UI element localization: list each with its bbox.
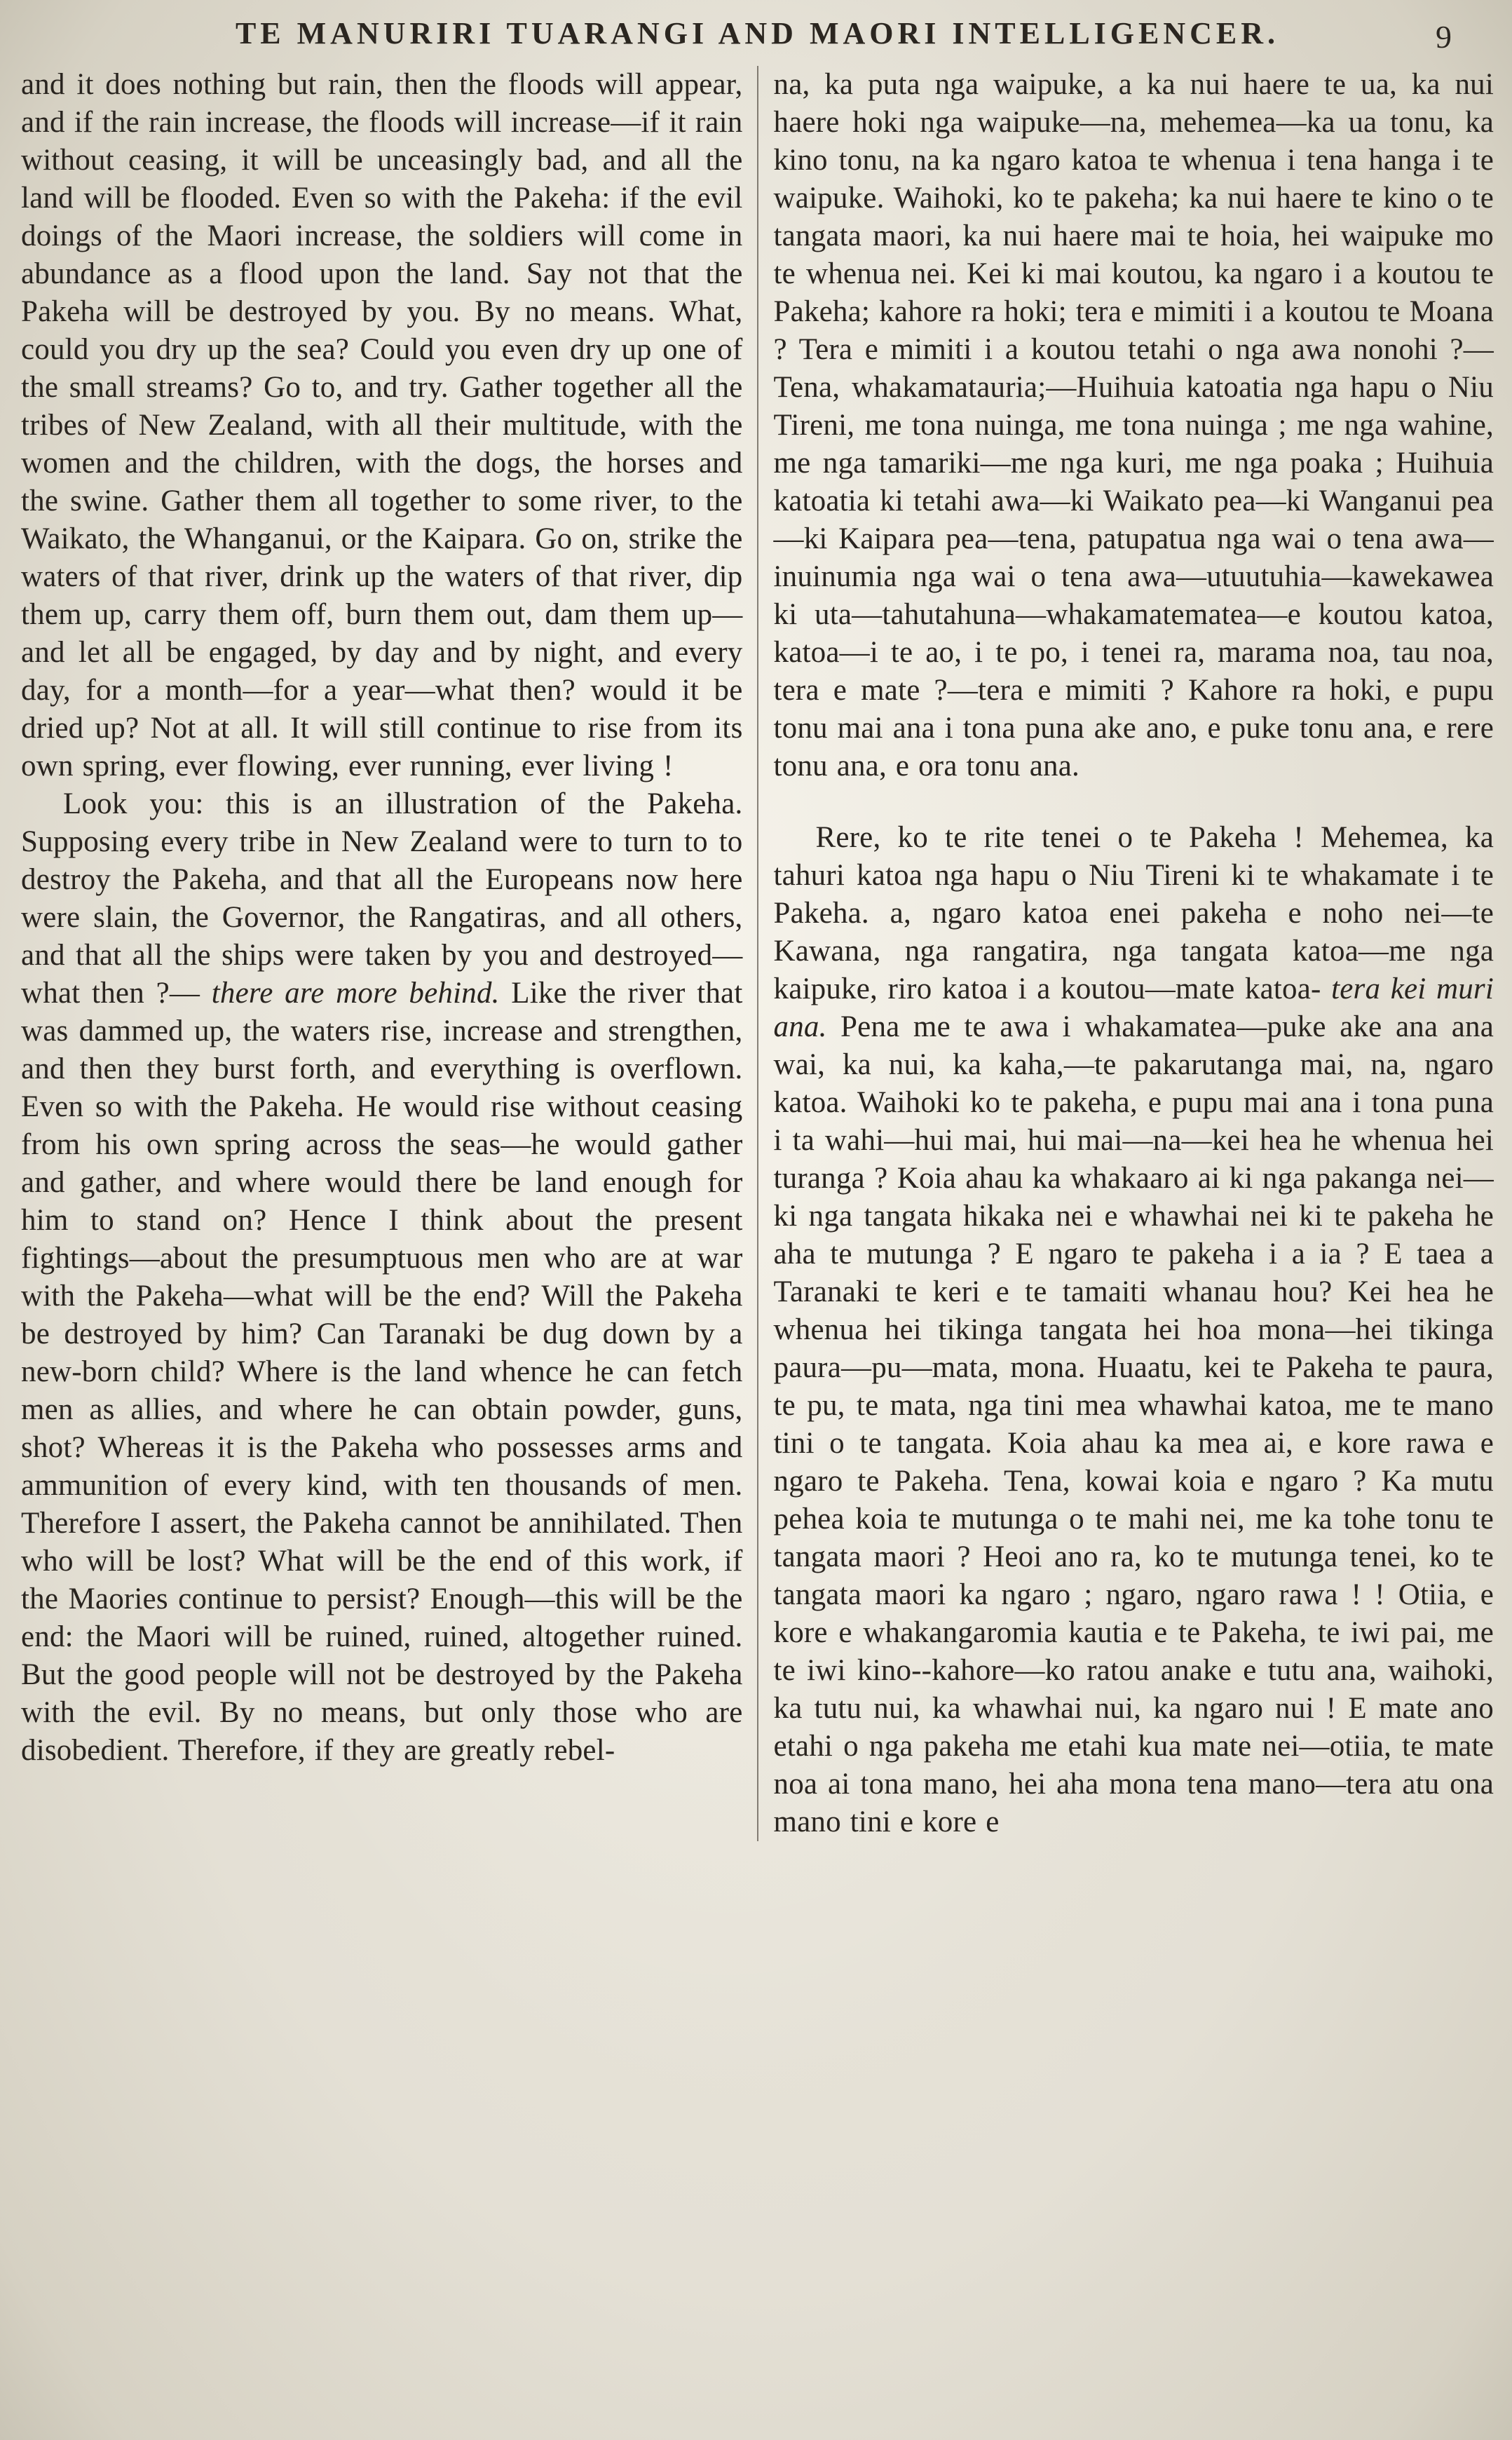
article-columns	[21, 66, 1494, 1841]
paragraph	[21, 66, 743, 785]
italic-text-run: there are more behind.	[211, 977, 500, 1010]
text-run: and it does nothing but rain, then the floods will appear, and if the rain increase, the floods will increase—if it rain without ceasing, it will be unceasingly bad, and all the land will be flooded. Even so with the Pakeha: if the evil doings of the Maori increase, the soldiers will come in abundance as a flood upon the land. Say not that the Pakeha will be destroyed by you. By no means. What, could you dry up the sea? Could you even dry up one of the small streams? Go to, and try. Gather together all the tribes of New Zealand, with all their multitude, with the women and the children, with the dogs, the horses and the swine. Gather them all together to some river, to the Waikato, the Whanganui, or the Kaipara. Go on, strike the waters of that river, drink up the waters of that river, dip them up, carry them off, burn them out, dam them up—and let all be engaged, by day and by night, and every day, for a month—for a year—what then? would it be dried up? Not at all. It will still continue to rise from its own spring, ever flowing, ever running, ever living !	[21, 68, 743, 782]
text-run: Pena me te awa i whakamatea—puke ake ana ana wai, ka nui, ka kaha,—te pakarutanga mai, na, ngaro katoa. Waihoki ko te pakeha, e pupu mai ana i tona puna i ta wahi—hui mai, hui mai—na—kei hea he whenua hei turanga ? Koia ahau ka whakaaro ai ki nga pakanga nei—ki nga tangata hikaka nei e whawhai nei ki te pakeha he aha te mutunga ? E ngaro te pakeha i a ia ? E taea a Taranaki te keri e te tamaiti whanau hou? Kei hea he whenua hei tikinga tangata hei hoa mona—hei tikinga paura—pu—mata, mona. Huaatu, kei te Pakeha te paura, te pu, te mata, nga tini mea whawhai katoa, me te mano tini o te tangata. Koia ahau ka mea ai, e kore rawa e ngaro te Pakeha. Tena, kowai koia e ngaro ? Ka mutu pehea koia te mutunga o te mahi nei, me ka tohe tonu te tangata maori ? Heoi ano ra, ko te mutunga tenei, ko te tangata maori ka ngaro ; ngaro, ngaro rawa ! ! Otiia, e kore e whakangaromia kautia e te Pakeha, te iwi pai, me te iwi kino--kahore—ko ratou anake e tutu ana, waihoki, ka tutu nui, ka whawhai nui, ka ngaro nui ! E mate ano etahi o nga pakeha me etahi kua mate nei—otiia, te mate noa ai tona mano, hei aha mona tena mano—tera atu ona mano tini e kore e	[773, 1010, 1494, 1838]
page-number: 9	[1436, 19, 1452, 55]
column-maori	[758, 66, 1494, 1841]
paragraph	[21, 785, 743, 1770]
italic-text-run: tera kei muri ana.	[773, 972, 1494, 1043]
masthead-title: TE MANURIRI TUARANGI AND MAORI INTELLIGENCER.	[235, 16, 1280, 50]
paragraph	[774, 819, 1494, 1841]
column-english	[21, 66, 757, 1841]
text-run: Like the river that was dammed up, the waters rise, increase and strengthen, and then they burst forth, and everything is overflown. Even so with the Pakeha. He would rise without ceasing from his own spring across the seas—he would gather and gather, and where would there be land enough for him to stand on? Hence I think about the present fightings—about the presumptuous men who are at war with the Pakeha—what will be the end? Will the Pakeha be destroyed by him? Can Taranaki be dug down by a new-born child? Where is the land whence he can fetch men as allies, and where he can obtain powder, guns, shot? Whereas it is the Pakeha who possesses arms and ammunition of every kind, with ten thousands of men. Therefore I assert, the Pakeha cannot be annihilated. Then who will be lost? What will be the end of this work, if the Maories continue to persist? Enough—this will be the end: the Maori will be ruined, ruined, altogether ruined. But the good people will not be destroyed by the Pakeha with the evil. By no means, but only those who are disobedient. Therefore, if they are greatly rebel-	[21, 977, 743, 1767]
text-run: Rere, ko te rite tenei o te Pakeha ! Mehemea, ka tahuri katoa nga hapu o Niu Tireni ki te whakamate i te Pakeha. a, ngaro katoa enei pakeha e noho nei—te Kawana, nga rangatira, nga tangata katoa—me nga kaipuke, riro katoa i a koutou—mate katoa-	[773, 821, 1494, 1005]
text-run: na, ka puta nga waipuke, a ka nui haere te ua, ka nui haere hoki nga waipuke—na, mehemea—ka ua tonu, ka kino tonu, na ka ngaro katoa te whenua i tena hanga i te waipuke. Waihoki, ko te pakeha; ka nui haere te kino o te tangata maori, ka nui haere mai te hoia, hei waipuke mo te whenua nei. Kei ki mai koutou, ka ngaro i a koutou te Pakeha; kahore ra hoki; tera e mimiti i a koutou te Moana ? Tera e mimiti i a koutou tetahi o nga awa nonohi ?—Tena, whakamatauria;—Huihuia katoatia nga hapu o Niu Tireni, me tona nuinga, me tona nuinga ; me nga wahine, me nga tamariki—me nga kuri, me nga poaka ; Huihuia katoatia ki tetahi awa—ki Waikato pea—ki Wanganui pea—ki Kaipara pea—tena, patupatua nga wai o tena awa—inuinumia nga wai o tena awa—utuutuhia—kawekawea ki uta—tahutahuna—whakamatematea—e koutou katoa, katoa—i te ao, i te po, i tenei ra, marama noa, tau noa, tera e mate ?—tera e mimiti ? Kahore ra hoki, e pupu tonu mai ana i tona puna ake ano, e puke tonu ana, e rere tonu ana, e ora tonu ana.	[773, 68, 1494, 782]
paragraph	[774, 66, 1494, 785]
text-run: Look you: this is an illustration of the Pakeha. Supposing every tribe in New Zealand were to turn to to destroy the Pakeha, and that all the Europeans now here were slain, the Governor, the Rangatiras, and all others, and that all the ships were taken by you and destroyed—what then ?—	[21, 787, 743, 1010]
page-header	[21, 11, 1494, 63]
